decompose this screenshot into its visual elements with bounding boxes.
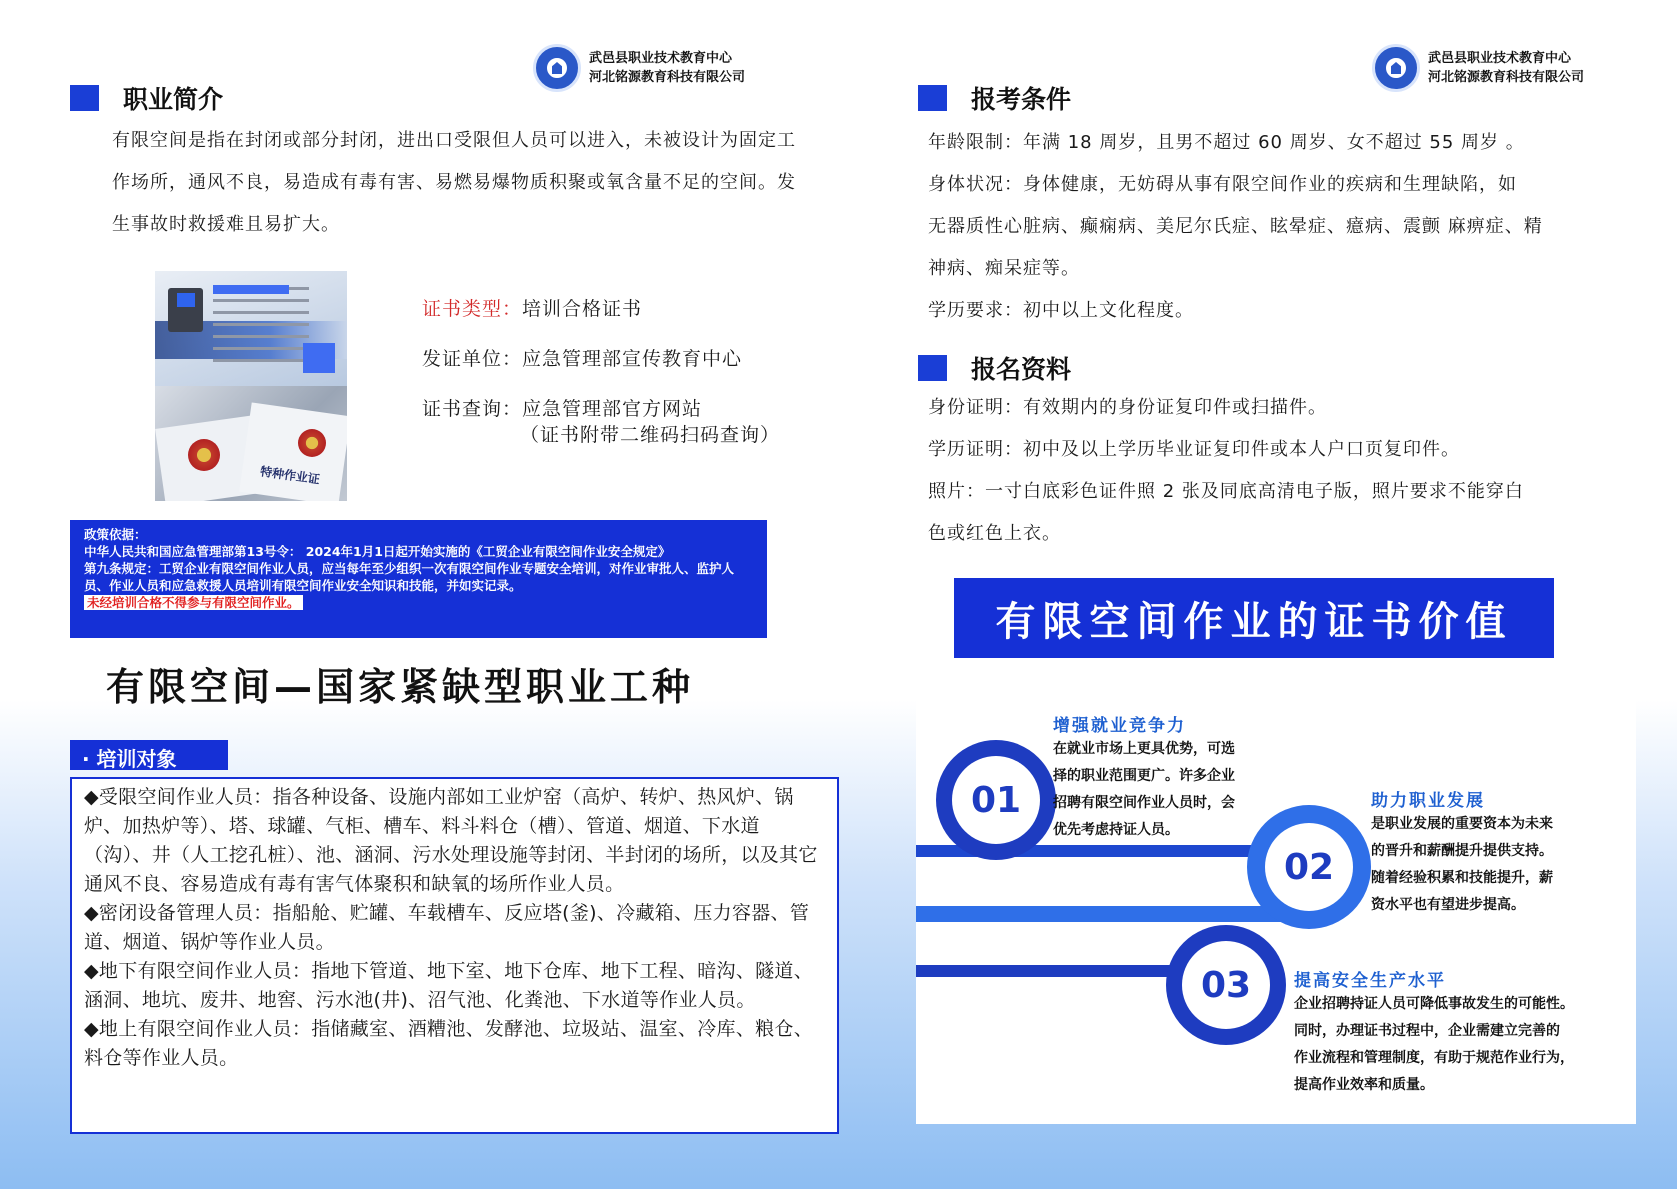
intro-text: 有限空间是指在封闭或部分封闭，进出口受限但人员可以进入，未被设计为固定工作场所，通风不良，易造成有毒有害、易燃易爆物质积聚或氧含量不足的空间。发生事故时救援难且易扩大。 <box>112 130 796 235</box>
value-item-01 <box>1053 711 1293 844</box>
national-emblem-icon <box>188 439 220 471</box>
school-emblem-icon <box>1372 44 1420 92</box>
edu-material: 学历证明：初中及以上学历毕业证复印件或本人户口页复印件。 <box>928 439 1460 460</box>
health-requirement-2: 无器质性心脏病、癫痫病、美尼尔氏症、眩晕症、癔病、震颤 麻痹症、精 <box>928 216 1543 237</box>
value-line: 企业招聘持证人员可降低事故发生的可能性。 <box>1294 996 1574 1012</box>
value-title: 助力职业发展 <box>1371 791 1485 811</box>
org-company: 河北铭源教育科技有限公司 <box>1428 70 1585 85</box>
value-number: 03 <box>1182 941 1270 1029</box>
value-item-03 <box>1294 966 1634 1099</box>
training-targets-box <box>70 777 839 1134</box>
intro-heading: 职业简介 <box>70 80 223 116</box>
main-title: 有限空间—国家紧缺型职业工种 <box>106 665 695 709</box>
value-line: 择的职业范围更广。许多企业 <box>1053 768 1235 784</box>
heading-square-icon <box>918 85 947 111</box>
org-logo-right <box>1372 44 1584 92</box>
value-track <box>916 906 1316 922</box>
id-material: 身份证明：有效期内的身份证复印件或扫描件。 <box>928 397 1327 418</box>
cert-query-row: 证书查询：应急管理部官方网站 <box>422 398 703 420</box>
value-banner: 有限空间作业的证书价值 <box>954 578 1554 658</box>
value-line: 优先考虑持证人员。 <box>1053 822 1179 838</box>
certificate-info <box>422 296 802 472</box>
materials-heading: 报名资料 <box>918 350 1071 386</box>
org-logo-left <box>533 44 745 92</box>
health-requirement-3: 神病、痴呆症等。 <box>928 258 1080 279</box>
heading-square-icon <box>918 355 947 381</box>
value-title: 增强就业竞争力 <box>1053 716 1186 736</box>
certificate-caption: 特种作业证 <box>259 464 321 487</box>
materials-text <box>928 387 1628 555</box>
cert-issuer-row: 发证单位：应急管理部宣传教育中心 <box>422 348 743 370</box>
policy-label: 政策依据： <box>84 527 147 542</box>
value-title: 提高安全生产水平 <box>1294 971 1446 991</box>
health-requirement-1: 身体状况：身体健康，无妨碍从事有限空间作业的疾病和生理缺陷，如 <box>928 174 1517 195</box>
school-emblem-icon <box>533 44 581 92</box>
value-line: 在就业市场上更具优势，可选 <box>1053 741 1235 757</box>
value-line: 资水平也有望进步提高。 <box>1371 897 1525 913</box>
org-name: 武邑县职业技术教育中心 <box>1428 51 1572 66</box>
national-emblem-icon <box>298 429 326 457</box>
requirements-heading: 报考条件 <box>918 80 1071 116</box>
requirements-text <box>928 122 1628 332</box>
value-ring-03 <box>1166 925 1286 1045</box>
target-item: ◆受限空间作业人员：指各种设备、设施内部如工业炉窑（高炉、转炉、热风炉、锅炉、加热炉等）、塔、球罐、气柜、槽车、料斗料仓（槽）、管道、烟道、下水道（沟）、井（人工挖孔桩）、池、涵洞、污水处理设施等封闭、半封闭的场所，以及其它通风不良、容易造成有毒有害气体聚积和缺氧的场所作业人员。 <box>84 786 818 895</box>
value-line: 作业流程和管理制度，有助于规范作业行为， <box>1294 1050 1574 1066</box>
value-line: 提高作业效率和质量。 <box>1294 1077 1434 1093</box>
target-item: ◆地下有限空间作业人员：指地下管道、地下室、地下仓库、地下工程、暗沟、隧道、涵洞、地坑、废井、地窖、污水池(井)、沼气池、化粪池、下水道等作业人员。 <box>84 960 814 1011</box>
value-item-02 <box>1371 786 1631 919</box>
cert-type-row: 证书类型：培训合格证书 <box>422 298 643 320</box>
value-line: 同时，办理证书过程中，企业需建立完善的 <box>1294 1023 1560 1039</box>
value-ring-01 <box>936 740 1056 860</box>
value-line: 是职业发展的重要资本为未来 <box>1371 816 1553 832</box>
cert-query-note: （证书附带二维码扫码查询） <box>520 424 781 446</box>
policy-law: 中华人民共和国应急管理部第13号令： 2024年1月1日起开始实施的《工贸企业有限空间作业安全规定》 <box>84 544 671 559</box>
heading-square-icon <box>70 85 99 111</box>
policy-article: 第九条规定：工贸企业有限空间作业人员，应当每年至少组织一次有限空间作业专题安全培训，对作业审批人、监护人员、作业人员和应急救援人员培训有限空间作业安全知识和技能，并如实记录。 <box>84 561 735 593</box>
blurred-face <box>177 293 195 307</box>
value-panel <box>916 700 1636 1124</box>
education-requirement: 学历要求：初中以上文化程度。 <box>928 300 1194 321</box>
value-line: 的晋升和薪酬提升提供支持。 <box>1371 843 1553 859</box>
value-line: 招聘有限空间作业人员时，会 <box>1053 795 1235 811</box>
value-number: 01 <box>952 756 1040 844</box>
org-name: 武邑县职业技术教育中心 <box>589 51 733 66</box>
value-line: 随着经验积累和技能提升，薪 <box>1371 870 1553 886</box>
org-company: 河北铭源教育科技有限公司 <box>589 70 746 85</box>
target-item: ◆密闭设备管理人员：指船舱、贮罐、车载槽车、反应塔(釜)、冷藏箱、压力容器、管道、烟道、锅炉等作业人员。 <box>84 902 810 953</box>
age-requirement: 年龄限制：年满 18 周岁，且男不超过 60 周岁、女不超过 55 周岁 。 <box>928 132 1525 153</box>
photo-material-1: 照片：一寸白底彩色证件照 2 张及同底高清电子版，照片要求不能穿白 <box>928 481 1524 502</box>
policy-warning: 未经培训合格不得参与有限空间作业。 <box>84 595 303 610</box>
training-tag: · 培训对象 <box>70 740 228 770</box>
policy-box <box>70 520 767 638</box>
target-item: ◆地上有限空间作业人员：指储藏室、酒糟池、发酵池、垃圾站、温室、冷库、粮仓、料仓等作业人员。 <box>84 1018 814 1069</box>
value-number: 02 <box>1265 823 1353 911</box>
photo-material-2: 色或红色上衣。 <box>928 523 1061 544</box>
certificate-photo <box>155 271 347 501</box>
